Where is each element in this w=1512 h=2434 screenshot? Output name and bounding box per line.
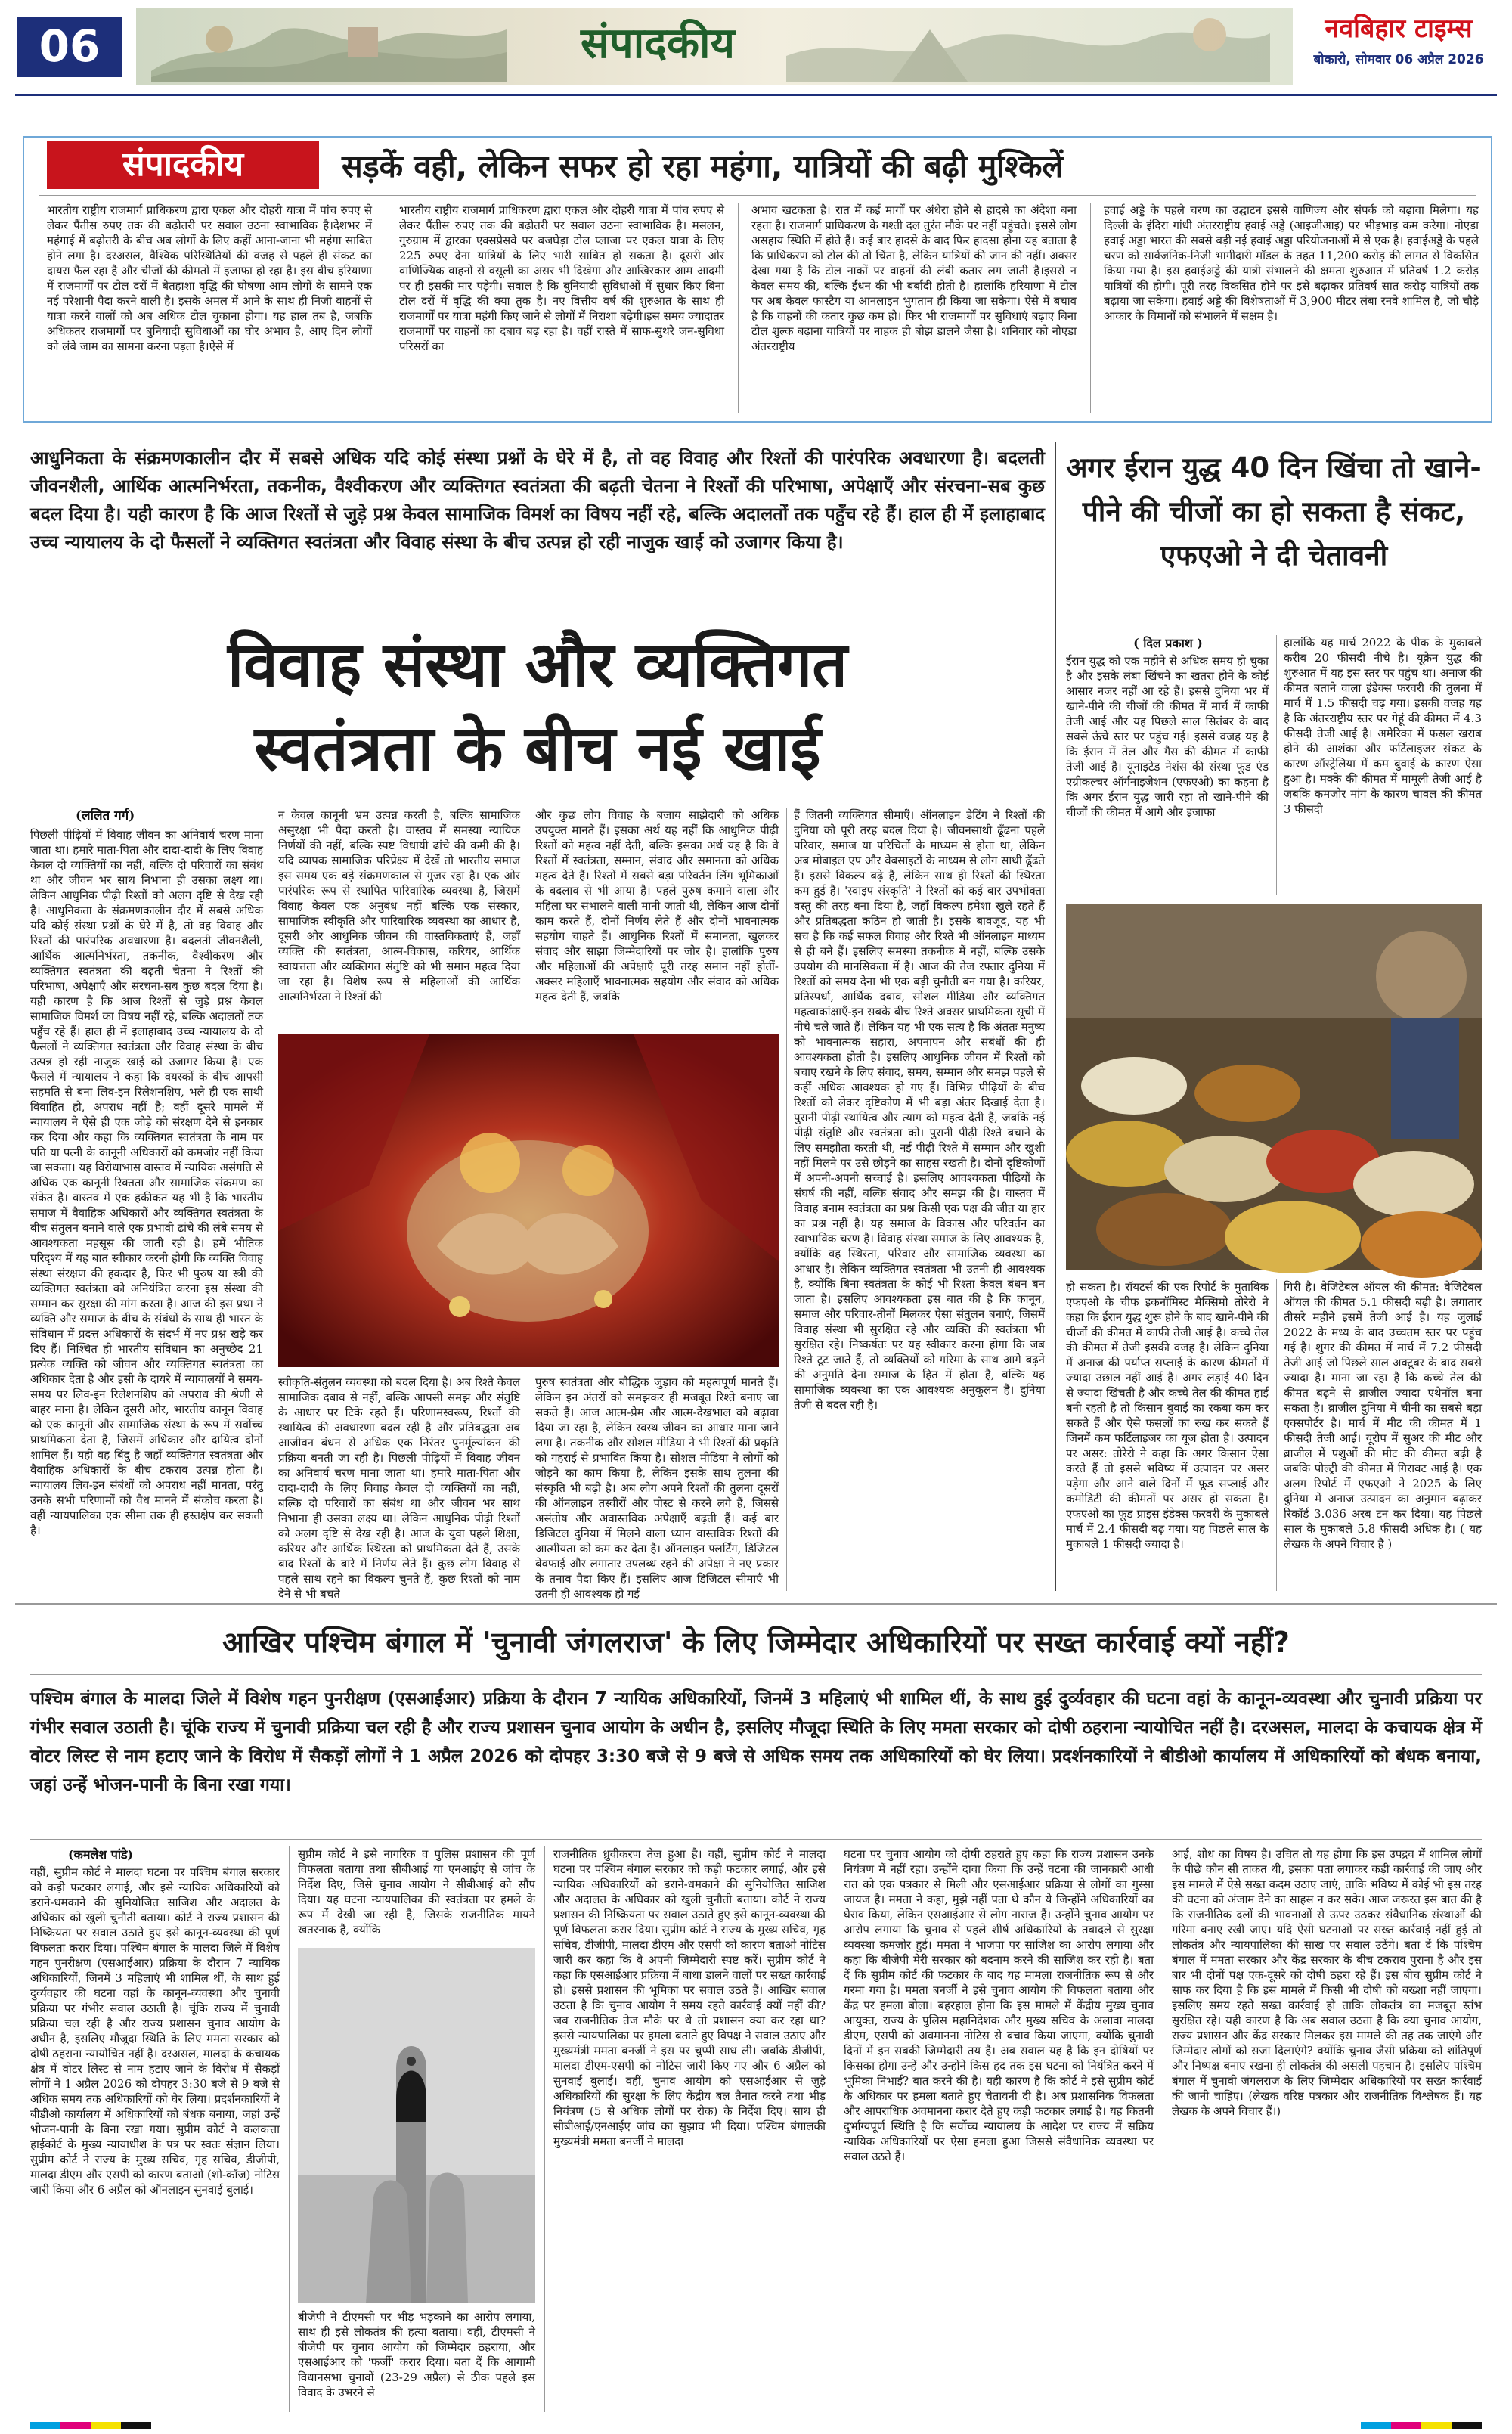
iran-col-rule xyxy=(1276,635,1277,895)
bengal-col-rule xyxy=(289,1846,290,2412)
bengal-col-rule xyxy=(544,1846,545,2412)
bengal-col-2-bottom: बीजेपी ने टीएमसी पर भीड़ भड़काने का आरोप लगाया, साथ ही इसे लोकतंत्र की हत्या बताया। वहीं, टीएमसी ने बीजेपी पर चुनाव आयोग को जिम्मेदार ठहराया, और एसआईआर को 'फर्जी' करार दिया। बता दें कि आगामी विधानसभा चुनावों (23-29 अप्रैल) से ठीक पहले इस विवाद के उभरने से xyxy=(298,2310,535,2399)
iran-byline: ( दिल प्रकाश ) xyxy=(1133,636,1203,650)
bengal-headline-rule xyxy=(30,1674,1482,1675)
editorial-col-rule xyxy=(738,203,739,413)
lead-col-2-bottom: स्वीकृति-संतुलन व्यवस्था को बदल दिया है। अब रिश्ते केवल सामाजिक दबाव से नहीं, बल्कि आपसी समझ और संतुष्टि के आधार पर टिके रहते हैं। परिणामस्वरूप, रिश्तों की स्थायित्व की अवधारणा बदल रही है और प्रतिबद्धता अब आजीवन बंधन से अधिक एक निरंतर पुनर्मूल्यांकन की प्रक्रिया बनती जा रही है। पिछली पीढ़ियों में विवाह जीवन का अनिवार्य चरण माना जाता था। हमारे माता-पिता और दादा-दादी के लिए विवाह केवल दो व्यक्तियों का नहीं, बल्कि दो परिवारों का संबंध था और जीवन भर साथ निभाना ही उसका लक्ष्य था। लेकिन आधुनिक पीढ़ी रिश्तों को अलग दृष्टि से देख रही है। आज के युवा पहले शिक्षा, करियर और आर्थिक स्थिरता को प्राथमिकता देते हैं, उसके बाद रिश्तों के बारे में निर्णय लेते हैं। कुछ लोग विवाह से पहले साथ रहने का विकल्प चुनते हैं, कुछ रिश्तों को नाम देने से भी बचते xyxy=(278,1375,520,1601)
bengal-headline: आखिर पश्चिम बंगाल में 'चुनावी जंगलराज' के लिए जिम्मेदार अधिकारियों पर सख्त कार्रवाई क्यों नहीं? xyxy=(222,1626,1290,1659)
banner-art-right xyxy=(786,11,1270,82)
bengal-col-5: आई, शोध का विषय है। उचित तो यह होगा कि इस उपद्रव में शामिल लोगों के पीछे कौन सी ताकत थी, इसका पता लगाकर कड़ी कार्रवाई की जाए और इस मामले में ऐसे सख्त कदम उठाए जाएं, ताकि भविष्य में कोई भी इस तरह की घटना को अंजाम देने का साहस न कर सके। आज जरूरत इस बात की है कि राजनीतिक दलों की भावनाओं से ऊपर उठकर संवैधानिक संस्थाओं की गरिमा बनाए रखी जाए। यदि ऐसी घटनाओं पर सख्त कार्रवाई नहीं हुई तो लोकतंत्र और न्यायपालिका की साख पर सवाल उठेंगे। बता दें कि पश्चिम बंगाल में ममता सरकार और केंद्र सरकार के बीच टकराव पुराना है और इस बार भी दोनों पक्ष एक-दूसरे को दोषी ठहरा रहे हैं। इस बीच सुप्रीम कोर्ट ने साफ कर दिया है कि इस मामले में किसी भी दोषी को बख्शा नहीं जाएगा। इसलिए समय रहते सख्त कार्रवाई हो ताकि लोकतंत्र का मजबूत स्तंभ सुरक्षित रहे। यही कारण है कि अब सवाल उठता है कि क्या चुनाव आयोग, राज्य प्रशासन और केंद्र सरकार मिलकर इस मामले की तह तक जाएंगे और जिम्मेदार लोगों को सजा दिलाएंगे? क्योंकि चुनाव जैसी प्रक्रिया को शांतिपूर्ण और निष्पक्ष बनाए रखना ही लोकतंत्र की असली पहचान है। इसलिए पश्चिम बंगाल में चुनावी जंगलराज के लिए जिम्मेदार अधिकारियों पर सख्त कार्रवाई की जानी चाहिए। (लेखक वरिष्ठ पत्रकार और राजनीतिक विश्लेषक हैं। यह लेखक के अपने विचार हैं।) xyxy=(1172,1847,1482,2118)
bengal-byline: (कमलेश पांडे) xyxy=(68,1847,134,1862)
bengal-col-2-top: सुप्रीम कोर्ट ने इसे नागरिक व पुलिस प्रशासन की पूर्ण विफलता बताया तथा सीबीआई या एनआईए से जांच के निर्देश दिए, जिसे चुनाव आयोग ने सीबीआई को सौंप दिया। यह घटना न्यायपालिका की स्वतंत्रता पर हमले के रूप में देखी जा रही है, जिसके राजनीतिक मायने खतरनाक हैं, क्योंकि xyxy=(298,1847,535,1936)
lead-col-3-bottom: पुरुष स्वतंत्रता और बौद्धिक जुड़ाव को महत्वपूर्ण मानते हैं। लेकिन इन अंतरों को समझकर ही मजबूत रिश्ते बनाए जा सकते हैं। आज आत्म-प्रेम और आत्म-देखभाल को बढ़ावा दिया जा रहा है, लेकिन स्वस्थ जीवन का आधार माना जाने लगा है। तकनीक और सोशल मीडिया ने भी रिश्तों की प्रकृति को गहराई से प्रभावित किया है। सोशल मीडिया ने लोगों को जोड़ने का काम किया है, लेकिन इसके साथ तुलना की संस्कृति भी बढ़ी है। अब लोग अपने रिश्तों की तुलना दूसरों की ऑनलाइन तस्वीरों और पोस्ट से करने लगे हैं, जिससे असंतोष और अवास्तविक अपेक्षाएँ बढ़ती हैं। कई बार डिजिटल दुनिया में मिलने वाला ध्यान वास्तविक रिश्तों की आत्मीयता को कम कर देता है। ऑनलाइन फ्लर्टिंग, डिजिटल बेवफाई और लगातार उपलब्ध रहने की अपेक्षा ने नए प्रकार के तनाव पैदा किए हैं। इसलिए आज डिजिटल सीमाएँ भी उतनी ही आवश्यक हो गई xyxy=(535,1375,779,1601)
iran-col-1-bottom: हो सकता है। रॉयटर्स की एक रिपोर्ट के मुताबिक एफएओ के चीफ इकनॉमिस्ट मैक्सिमो तोरेरो ने कहा कि ईरान युद्ध शुरू होने के बाद खाने-पीने की चीजों की कीमत में काफी तेजी आई है। कच्चे तेल की कीमत में तेजी इसकी वजह है। लेकिन दुनिया में अनाज की पर्याप्त सप्लाई के कारण कीमतों में ज्यादा उछाल नहीं आई है। अगर लड़ाई 40 दिन से ज्यादा खिंचती है और कच्चे तेल की कीमत हाई बनी रहती है तो किसान बुवाई का रकबा कम कर सकते हैं और ऐसे फसलों का रुख कर सकते हैं जिनमें कम फर्टिलाइजर का यूज होता है। उत्पादन पर असर: तोरेरो ने कहा कि अगर किसान ऐसा करते हैं तो इससे भविष्य में उत्पादन पर असर पड़ेगा और आने वाले दिनों में फूड सप्लाई और कमोडिटी की कीमतों पर असर हो सकता है। एफएओ का फूड प्राइस इंडेक्स फरवरी के मुकाबले मार्च में 2.4 फीसदी बढ़ गया। यह पिछले साल के मुकाबले 1 फीसदी ज्यादा है। xyxy=(1066,1280,1269,1551)
masthead-divider xyxy=(15,94,1497,96)
bengal-col-4: घटना पर चुनाव आयोग को दोषी ठहराते हुए कहा कि राज्य प्रशासन उनके नियंत्रण में नहीं रहा। उन्होंने दावा किया कि उन्हें घटना की जानकारी आधी रात को एक पत्रकार से मिली और एसआईआर प्रक्रिया से लोगों का गुस्सा जायज है। ममता ने कहा, मुझे नहीं पता थे कौन ये जिन्होंने अधिकारियों का घेराव किया, लेकिन एसआईआर से लोग नाराज हैं। उन्होंने चुनाव आयोग पर आरोप लगाया कि चुनाव से पहले शीर्ष अधिकारियों के तबादले से सुरक्षा व्यवस्था कमजोर हुई। ममता ने भाजपा पर साजिश का आरोप लगाया और कहा कि बीजेपी मेरी सरकार को बदनाम करने की साजिश कर रही है। बता दें कि सुप्रीम कोर्ट की फटकार के बाद यह मामला राजनीतिक रूप से और गरमा गया है। ममता बनर्जी ने इसे चुनाव आयोग की विफलता बताया और केंद्र पर हमला बोला। बहरहाल होना कि इस मामले में केंद्रीय मुख्य चुनाव आयुक्त, राज्य के पुलिस महानिदेशक और मुख्य सचिव के अलावा मालदा डीएम, एसपी को अवमानना नोटिस से बचाव किया जाएगा, क्योंकि चुनावी दिनों में इन सबकी जिम्मेदारी तय है। अब सवाल यह है कि इन दोषियों पर किसका होगा उन्हें और उन्होंने किस हद तक इस घटना को नियंत्रित करने में भूमिका निभाई? बात करने की है। यही कारण है कि कोर्ट ने इसे सुप्रीम कोर्ट के अधिकार पर हमला बताते हुए चेतावनी दी है। अब प्रशासनिक विफलता और आपराधिक अवमानना करार देते हुए कड़ी फटकार लगाई है। यह कितनी दुर्भाग्यपूर्ण स्थिति है कि सर्वोच्च न्यायालय के आदेश पर राज्य में सक्रिय न्यायिक अधिकारियों पर ऐसा हमला हुआ जिससे संवैधानिक व्यवस्था पर सवाल उठते हैं। xyxy=(844,1847,1154,2163)
masthead xyxy=(0,0,1512,91)
editorial-col-3: अभाव खटकता है। रात में कई मार्गों पर अंधेरा होने से हादसे का अंदेशा बना रहता है। राजमार्ग प्राधिकरण के गश्ती दल तुरंत मौके पर नहीं पहुंचते। इससे लोग असहाय स्थिति में होते हैं। कई बार हादसे के बाद फिर हादसा होना यह बताता है कि प्राधिकरण को टोल की तो चिंता है, लेकिन यात्रियों की जान की नहीं। अक्सर देखा गया है कि टोल नाकों पर वाहनों की लंबी कतार लग जाती है।इससे न केवल समय की, बल्कि ईंधन की भी बर्बादी होती है। हालांकि हरियाणा में टोल पर अब केवल फास्टैग या आनलाइन भुगतान ही किया जा सकेगा। ऐसे में बचाव है कि वाहनों की कतार कुछ कम हो। फिर भी राजमार्गों पर सुविधाएं बढ़ाए बिना टोल शुल्क बढ़ाना यात्रियों पर नाहक ही बोझ डालने जैसा है। शनिवार को नोएडा अंतरराष्ट्रीय xyxy=(751,203,1077,353)
registration-strip xyxy=(0,2420,1512,2430)
lead-col-4: हैं जितनी व्यक्तिगत सीमाएँ। ऑनलाइन डेटिंग ने रिश्तों की दुनिया को पूरी तरह बदल दिया है। जीवनसाथी ढूँढना पहले परिवार, समाज या परिचितों के माध्यम से होता था, लेकिन अब मोबाइल एप और वेबसाइटों के माध्यम से लोग साथी ढूँढते हैं। इससे विकल्प बढ़े हैं, लेकिन साथ ही रिश्तों की स्थिरता कम हुई है। 'स्वाइप संस्कृति' ने रिश्तों को कई बार उपभोक्ता वस्तु की तरह बना दिया है, जहाँ विकल्प हमेशा खुले रहते हैं और प्रतिबद्धता कठिन हो जाती है। इसके बावजूद, यह भी सच है कि कई सफल विवाह और रिश्ते भी ऑनलाइन माध्यम से ही बने हैं। इसलिए समस्या तकनीक में नहीं, बल्कि उसके उपयोग की मानसिकता में है। आज की तेज रफ्तार दुनिया में रिश्तों को समय देना भी एक बड़ी चुनौती बन गया है। करियर, प्रतिस्पर्धा, आर्थिक दबाव, सोशल मीडिया और व्यक्तिगत महत्वाकांक्षाएँ-इन सबके बीच रिश्ते अक्सर प्राथमिकता सूची में नीचे चले जाते हैं। लेकिन यह भी एक सत्य है कि अंततः मनुष्य को भावनात्मक सहारा, अपनापन और संबंधों की ही आवश्यकता होती है। इसलिए आधुनिक जीवन में रिश्तों को बचाए रखने के लिए संवाद, समय, सम्मान और समझ पहले से कहीं अधिक आवश्यक हो गए हैं। विभिन्न पीढ़ियों के बीच रिश्तों को लेकर दृष्टिकोण में भी बड़ा अंतर दिखाई देता है। पुरानी पीढ़ी स्थायित्व और त्याग को महत्व देती है, जबकि नई पीढ़ी संतुष्टि और स्वतंत्रता को। पुरानी पीढ़ी रिश्ते बचाने के लिए समझौता करती थी, नई पीढ़ी रिश्ते में सम्मान और खुशी नहीं मिलने पर उसे छोड़ने का साहस रखती है। दोनों दृष्टिकोणों में अपनी-अपनी सच्चाई है। इसलिए आवश्यकता पीढ़ियों के संघर्ष की नहीं, बल्कि संवाद और समझ की है। वास्तव में विवाह बनाम स्वतंत्रता का प्रश्न किसी एक पक्ष की जीत या हार का प्रश्न नहीं है। यह समाज के विकास और परिवर्तन का स्वाभाविक चरण है। विवाह संस्था समाज के लिए आवश्यक है, क्योंकि वह स्थिरता, परिवार और सामाजिक व्यवस्था का आधार है। लेकिन व्यक्तिगत स्वतंत्रता भी उतनी ही आवश्यक है, क्योंकि बिना स्वतंत्रता के कोई भी रिश्ता केवल बंधन बन जाता है। इसलिए आवश्यकता इस बात की है कि कानून, समाज और परिवार-तीनों मिलकर ऐसा संतुलन बनाएं, जिसमें विवाह संस्था भी सुरक्षित रहे और व्यक्ति की स्वतंत्रता भी सुरक्षित रहे। निष्कर्षतः पर यह स्वीकार करना होगा कि जब रिश्ते टूट जाते हैं, तो व्यक्तियों को गरिमा के साथ आगे बढ़ने की अनुमति देना समाज के हित में होता है, बल्कि यह सामाजिक व्यवस्था का एक आवश्यक अनुकूलन है। दुनिया तेजी से बदल रही है। xyxy=(794,808,1045,1412)
iran-col-1-top: ईरान युद्ध को एक महीने से अधिक समय हो चुका है और इसके लंबा खिंचने का खतरा होने के कोई आसार नजर नहीं आ रहे हैं। इससे दुनिया भर में खाने-पीने की चीजों की कीमत में मार्च में काफी तेजी आई और यह पिछले साल सितंबर के बाद सबसे ऊंचे स्तर पर पहुंच गई। इससे वजह यह है कि ईरान में तेल और गैस की कीमत में काफी तेजी आई है। यूनाइटेड नेशंस की संस्था फूड एंड एग्रीकल्चर ऑर्गनाइजेशन (एफएओ) का कहना है कि अगर ईरान युद्ध जारी रहा तो खाने-पीने की चीजों की कीमत में आगे और इजाफा xyxy=(1066,654,1269,819)
iran-col-rule xyxy=(1276,1279,1277,1591)
editorial-label: संपादकीय xyxy=(47,141,319,189)
banner-art-left xyxy=(151,11,507,82)
section-title: संपादकीय xyxy=(581,19,735,68)
lead-col-3-top: और कुछ लोग विवाह के बजाय साझेदारी को अधिक उपयुक्त मानते हैं। इसका अर्थ यह नहीं कि आधुनिक पीढ़ी रिश्तों को महत्व नहीं देती, बल्कि इसका अर्थ यह है कि वे रिश्तों में स्वतंत्रता, सम्मान, संवाद और समानता को अधिक महत्व देते हैं। रिश्तों में सबसे बड़ा परिवर्तन लिंग भूमिकाओं के बदलाव से भी आया है। पहले पुरुष कमाने वाला और महिला घर संभालने वाली मानी जाती थी, लेकिन आज दोनों काम करते हैं, दोनों निर्णय लेते हैं और दोनों भावनात्मक सहयोग चाहते हैं। आधुनिक रिश्तों में समानता, खुलकर संवाद और साझा जिम्मेदारियों पर जोर है। हालांकि पुरुष और महिलाओं की अपेक्षाएँ पूरी तरह समान नहीं होतीं-अक्सर महिलाएँ भावनात्मक सहयोग और संवाद को अधिक महत्व देती हैं, जबकि xyxy=(535,808,779,1003)
lead-col-1: पिछली पीढ़ियों में विवाह जीवन का अनिवार्य चरण माना जाता था। हमारे माता-पिता और दादा-दादी के लिए विवाह केवल दो व्यक्तियों का नहीं, बल्कि दो परिवारों का संबंध था और जीवन भर साथ निभाना ही उसका लक्ष्य था। लेकिन आधुनिक पीढ़ी रिश्तों को अलग दृष्टि से देख रही है। आधुनिकता के संक्रमणकालीन दौर में सबसे अधिक यदि कोई संस्था प्रश्नों के घेरे में है, तो वह विवाह और रिश्तों की पारंपरिक अवधारणा है। बदलती जीवनशैली, आर्थिक आत्मनिर्भरता, तकनीक, वैश्वीकरण और व्यक्तिगत स्वतंत्रता की बढ़ती चेतना ने रिश्तों की परिभाषा, अपेक्षाएँ और संरचना-सब कुछ बदल दिया है। यही कारण है कि आज रिश्तों से जुड़े प्रश्न केवल सामाजिक विमर्श का विषय नहीं रहे, बल्कि अदालतों तक पहुँच रहे हैं। हाल ही में इलाहाबाद उच्च न्यायालय के दो फैसलों ने व्यक्तिगत स्वतंत्रता और विवाह संस्था के बीच उत्पन्न हो रही नाजुक खाई को उजागर किया है। एक फैसले में न्यायालय ने कहा कि वयस्कों के बीच आपसी सहमति से बना लिव-इन रिलेशनशिप, भले ही एक साथी विवाहित हो, अपराध नहीं है; वहीं दूसरे मामले में न्यायालय ने ऐसे ही एक जोड़े को संरक्षण देने से इनकार कर दिया और कहा कि व्यक्तिगत स्वतंत्रता के नाम पर पति या पत्नी के कानूनी अधिकारों को कमजोर नहीं किया जा सकता। यह विरोधाभास वास्तव में न्यायिक असंगति से अधिक एक कानूनी रिक्तता और सामाजिक संक्रमण का संकेत है। वास्तव में एक हकीकत यह भी है कि भारतीय समाज में वैवाहिक अधिकारों और व्यक्तिगत स्वतंत्रता के बीच संतुलन बनाने वाले एक प्रभावी ढांचे की लंबे समय से आवश्यकता महसूस की जाती रही है। हमें भौतिक परिदृश्य में यह बात स्वीकार करनी होगी कि व्यक्ति विवाह संस्था संरक्षण की हकदार है, फिर भी पुरुष या स्त्री की व्यक्तिगत स्वतंत्रता को अनियंत्रित करना इस संस्था की सम्मान कर सुरक्षा की मांग करता है। आज की इस प्रथा ने व्यक्ति और समाज के बीच के संबंधों के साथ ही भारत के संविधान में प्रदत्त अधिकारों के संदर्भ में नए प्रश्न खड़े कर दिए हैं। निश्चित ही भारतीय संविधान का अनुच्छेद 21 प्रत्येक व्यक्ति को जीवन और व्यक्तिगत स्वतंत्रता का अधिकार देता है और इसी के दायरे में न्यायालयों ने समय-समय पर लिव-इन रिलेशनशिप को अपराध की श्रेणी से बाहर माना है। लेकिन दूसरी ओर, भारतीय कानून विवाह को एक कानूनी और सामाजिक संस्था के रूप में सर्वोच्च प्राथमिकता देता है, जिसमें अधिकार और दायित्व दोनों शामिल हैं। यही वह बिंदु है जहाँ व्यक्तिगत स्वतंत्रता और वैवाहिक अधिकारों के बीच टकराव उत्पन्न होता है। न्यायालय लिव-इन संबंधों को अपराध नहीं मानता, परंतु उनके सभी परिणामों को वैध मानने में संकोच करता है। वहीं न्यायपालिका एक सीमा तक ही हस्तक्षेप कर सकती है। xyxy=(30,828,263,1537)
bengal-intro-rule xyxy=(30,1839,1482,1840)
iran-headline: अगर ईरान युद्ध 40 दिन खिंचा तो खाने-पीने की चीजों का हो सकता है संकट, एफएओ ने दी चेतावनी xyxy=(1066,451,1482,572)
lead-byline: (ललित गर्ग) xyxy=(76,808,135,823)
lead-col-rule xyxy=(786,808,787,1591)
lead-col-2-top: न केवल कानूनी भ्रम उत्पन्न करती है, बल्कि सामाजिक असुरक्षा भी पैदा करती है। वास्तव में समस्या न्यायिक निर्णयों की नहीं, बल्कि स्पष्ट विधायी ढांचे की कमी की है। यदि व्यापक सामाजिक परिप्रेक्ष्य में देखें तो भारतीय समाज इस समय एक बड़े संक्रमणकाल से गुजर रहा है। एक ओर पारंपरिक रूप से स्थापित पारिवारिक व्यवस्था है, जिसमें विवाह केवल एक अनुबंध नहीं बल्कि एक संस्कार, सामाजिक स्वीकृति और पारिवारिक व्यवस्था का आधार है, दूसरी ओर आधुनिक जीवन की वास्तविकताएं हैं, जहाँ व्यक्ति की स्वतंत्रता, आत्म-विकास, करियर, आर्थिक स्वायत्तता और व्यक्तिगत संतुष्टि को भी समान महत्व दिया जा रहा है। विशेष रूप से महिलाओं की आर्थिक आत्मनिर्भरता ने रिश्तों की xyxy=(278,808,520,1003)
editorial-col-2: भारतीय राष्ट्रीय राजमार्ग प्राधिकरण द्वारा एकल और दोहरी यात्रा में पांच रुपए से लेकर पैंतीस रुपए तक की बढ़ोतरी पर सवाल उठना स्वाभाविक है। मसलन, गुरुग्राम में द्वारका एक्सप्रेसवे पर बजघेड़ा टोल प्लाजा पर एकल यात्रा के लिए 225 रुपए देना यात्रियों के लिए भारी साबित हो सकता है। दूसरी ओर वाणिज्यिक वाहनों से वसूली का असर भी दिखेगा और आखिरकार आम आदमी पर ही इसकी मार पड़ेगी। सवाल है कि बुनियादी सुविधाओं में सुधार किए बिना टोल दरों में वृद्धि की क्या तुक है। नए वित्तीय वर्ष की शुरुआत के साथ ही राजमार्गों पर यात्रा महंगी किए जाने से लोगों में निराशा बढ़ेगी।इस समय ज्यादातर राजमार्गों पर वाहनों का दबाव बढ़ रहा है। वहीं रास्ते में साफ-सुथरे जन-सुविधा परिसरों का xyxy=(399,203,724,353)
bengal-top-rule xyxy=(15,1603,1497,1605)
iran-col-2-bottom: गिरी है। वेजिटेबल ऑयल की कीमत: वेजिटेबल ऑयल की कीमत 5.1 फीसदी बढ़ी है। लगातार तीसरे महीने इसमें तेजी आई है। यह जुलाई 2022 के मध्य के बाद उच्चतम स्तर पर पहुंच गई है। शुगर की कीमत में मार्च में 7.2 फीसदी तेजी आई जो पिछले साल अक्टूबर के बाद सबसे ज्यादा है। माना जा रहा है कि कच्चे तेल की कीमत बढ़ने से ब्राजील ज्यादा एथेनॉल बना सकता है। ब्राजील दुनिया में चीनी का सबसे बड़ा एक्सपोर्टर है। मार्च में मीट की कीमत में 1 फीसदी तेजी आई। यूरोप में सुअर की मीट और ब्राजील में पशुओं की मीट की कीमत बढ़ी है जबकि पोल्ट्री की कीमत में गिरावट आई है। एक अलग रिपोर्ट में एफएओ ने 2025 के लिए दुनिया में अनाज उत्पादन का अनुमान बढ़ाकर रिकॉर्ड 3.036 अरब टन कर दिया। यह पिछले साल के मुकाबले 5.8 फीसदी अधिक है। ( यह लेखक के अपने विचार है ) xyxy=(1284,1280,1482,1551)
spice-market-photo xyxy=(1066,904,1482,1270)
editorial-col-1: भारतीय राष्ट्रीय राजमार्ग प्राधिकरण द्वारा एकल और दोहरी यात्रा में पांच रुपए से लेकर पैंतीस रुपए तक की बढ़ोतरी पर सवाल उठना स्वाभाविक है।देशभर में महंगाई में बढ़ोतरी के बीच अब लोगों के लिए कहीं आना-जाना भी महंगा साबित होने लगा है। दरअसल, वैश्विक परिस्थितियों की वजह से पहले ही संकट का दायरा फैल रहा है और चीजों की कीमतों में इजाफा हो रहा है। इस बीच हरियाणा में राजमार्गों पर टोल दरों में बेतहाशा वृद्धि की घोषणा आम लोगों के सामने एक नई परेशानी पैदा करने वाली है। इसके अमल में आने के साथ ही निजी वाहनों से यात्रा करने वालों को अब अधिक टोल चुकाना होगा। यह हाल तब है, जबकि अधिकतर राजमार्गों पर बुनियादी सुविधाओं का घोर अभाव है, आए दिन लोगों को लंबे जाम का सामना करना पड़ता है।ऐसे में xyxy=(47,203,372,353)
editorial-headline-rule xyxy=(39,195,1476,196)
paper-name: नवबिहार टाइम्स xyxy=(1325,14,1473,44)
lead-headline-line-1: विवाह संस्था और व्यक्तिगत xyxy=(227,629,848,701)
wedding-photo xyxy=(278,1034,779,1367)
iran-col-2-top: हालांकि यह मार्च 2022 के पीक के मुकाबले करीब 20 फीसदी नीचे है। यूक्रेन युद्ध की शुरुआत में यह इस स्तर पर पहुंच था। अनाज की कीमत बताने वाला इंडेक्स फरवरी की तुलना में मार्च में 1.5 फीसदी चढ़ गया। इसकी वजह यह है कि अंतरराष्ट्रीय स्तर पर गेहूं की कीमत में 4.3 फीसदी तेजी आई है। अमेरिका में फसल खराब होने की आशंका और फर्टिलाइजर संकट के कारण ऑस्ट्रेलिया में कम बुवाई के कारण ऐसा हुआ है। मक्के की कीमत में मामूली तेजी आई है जबकि कमजोर मांग के कारण चावल की कीमत 3 फीसदी xyxy=(1284,636,1482,816)
lead-headline-line-2: स्वतंत्रता के बीच नई खाई xyxy=(254,713,821,785)
editorial-headline: सड़कें वही, लेकिन सफर हो रहा महंगा, यात्रियों की बढ़ी मुश्किलें xyxy=(342,148,1064,184)
dateline: बोकारो, सोमवार 06 अप्रैल 2026 xyxy=(1313,52,1484,67)
editorial-col-4: हवाई अड्डे के पहले चरण का उद्घाटन इससे वाणिज्य और संपर्क को बढ़ावा मिलेगा। यह दिल्ली के इंदिरा गांधी अंतरराष्ट्रीय हवाई अड्डे (आइजीआइ) पर भीड़भाड़ कम करेगा। नोएडा हवाई अड्डा भारत की सबसे बड़ी नई हवाई अड्डा परियोजनाओं में से एक है। हवाईअड्डे के पहले चरण को सार्वजनिक-निजी भागीदारी मॉडल के तहत 11,200 करोड़ की लागत से विकसित किया गया है। इस हवाईअड्डे की यात्री संभालने की क्षमता शुरुआत में प्रतिवर्ष 1.2 करोड़ यात्रियों की होगी। पूरी तरह विकसित होने पर इसे बढ़ाकर प्रतिवर्ष सात करोड़ यात्रियों तक बढ़ाया जा सकेगा। हवाई अड्डे की विशेषताओं में 3,900 मीटर लंबा रनवे शामिल है, जो चौड़े आकार के विमानों को संभालने में सक्षम है। xyxy=(1104,203,1479,323)
bengal-intro: पश्चिम बंगाल के मालदा जिले में विशेष गहन पुनरीक्षण (एसआईआर) प्रक्रिया के दौरान 7 न्यायिक अधिकारियों, जिनमें 3 महिलाएं भी शामिल थीं, के साथ हुई दुर्व्यवहार की घटना वहां के कानून-व्यवस्था और चुनावी प्रक्रिया पर गंभीर सवाल उठाती है। चूंकि राज्य में चुनावी प्रक्रिया चल रही है और राज्य प्रशासन चुनाव आयोग के अधीन है, इसलिए मौजूदा स्थिति के लिए ममता सरकार को दोषी ठहराना न्यायोचित नहीं है। दरअसल, मालदा के कचायक क्षेत्र में वोटर लिस्ट से नाम हटाए जाने के विरोध में सैकड़ों लोगों ने 1 अप्रैल 2026 को दोपहर 3:30 बजे से 9 बजे से अधिक समय तक अधिकारियों को घेर लिया। प्रदर्शनकारियों ने बीडीओ कार्यालय में अधिकारियों को बंधक बनाया, जहां उन्हें भोजन-पानी के बिना रखा गया। xyxy=(30,1689,1482,1795)
editorial-col-rule xyxy=(1090,203,1091,413)
bengal-col-1: वहीं, सुप्रीम कोर्ट ने मालदा घटना पर पश्चिम बंगाल सरकार को कड़ी फटकार लगाई, और इसे न्यायिक अधिकारियों को डराने-धमकाने की सुनियोजित साजिश और अदालत के अधिकार को खुली चुनौती बताया। कोर्ट ने राज्य प्रशासन की निष्क्रियता पर सवाल उठाते हुए इसे कानून-व्यवस्था की पूर्ण विफलता करार दिया। पश्चिम बंगाल के मालदा जिले में विशेष गहन पुनरीक्षण (एसआईआर) प्रक्रिया के दौरान 7 न्यायिक अधिकारियों, जिनमें 3 महिलाएं भी शामिल थीं, के साथ हुई दुर्व्यवहार की घटना वहां के कानून-व्यवस्था और चुनावी प्रक्रिया पर गंभीर सवाल उठाती है। चूंकि राज्य में चुनावी प्रक्रिया चल रही है और राज्य प्रशासन चुनाव आयोग के अधीन है, इसलिए मौजूदा स्थिति के लिए ममता सरकार को दोषी ठहराना न्यायोचित नहीं है। दरअसल, मालदा के कचायक क्षेत्र में वोटर लिस्ट से नाम हटाए जाने के विरोध में सैकड़ों लोगों ने 1 अप्रैल 2026 को दोपहर 3:30 बजे से 9 बजे से अधिक समय तक अधिकारियों को घेर लिया। प्रदर्शनकारियों ने बीडीओ कार्यालय में अधिकारियों को बंधक बनाया, जहां उन्हें भोजन-पानी के बिना रखा गया। सुप्रीम कोर्ट ने कलकत्ता हाईकोर्ट के मुख्य न्यायाधीश के पत्र पर स्वतः संज्ञान लिया। सुप्रीम कोर्ट ने राज्य के मुख्य सचिव, गृह सचिव, डीजीपी, मालदा डीएम और एसपी को कारण बताओ (शो-कॉज) नोटिस जारी किया और 6 अप्रैल को ऑनलाइन सुनवाई बुलाई। xyxy=(30,1865,280,2197)
bengal-col-3: राजनीतिक ध्रुवीकरण तेज हुआ है। वहीं, सुप्रीम कोर्ट ने मालदा घटना पर पश्चिम बंगाल सरकार को कड़ी फटकार लगाई, और इसे न्यायिक अधिकारियों को डराने-धमकाने की सुनियोजित साजिश और अदालत के अधिकार को खुली चुनौती बताया। कोर्ट ने राज्य प्रशासन की निष्क्रियता पर सवाल उठाते हुए इसे कानून-व्यवस्था की पूर्ण विफलता करार दिया। सुप्रीम कोर्ट ने राज्य के मुख्य सचिव, गृह सचिव, डीजीपी, मालदा डीएम और एसपी को कारण बताओ नोटिस जारी कर कहा कि वे अपनी जिम्मेदारी स्पष्ट करें। सुप्रीम कोर्ट ने कहा कि एसआईआर प्रक्रिया में बाधा डालने वालों पर सख्त कार्रवाई हो। इससे प्रशासन की भूमिका पर सवाल उठते हैं। आखिर सवाल उठता है कि चुनाव आयोग ने समय रहते कार्रवाई क्यों नहीं की? जब राजनीतिक तेज मौके पर थे तो प्रशासन क्या कर रहा था? इससे न्यायपालिका पर हमला बताते हुए विपक्ष ने सवाल उठाए और मुख्यमंत्री ममता बनर्जी ने इस पर चुप्पी साध ली। जबकि डीजीपी, मालदा डीएम-एसपी को नोटिस जारी किए गए और 6 अप्रैल को सुनवाई बुलाई। वहीं, चुनाव आयोग को एसआईआर से जुड़े अधिकारियों की सुरक्षा के लिए केंद्रीय बल तैनात करने तथा भीड़ नियंत्रण (5 से अधिक लोगों पर रोक) के निर्देश दिए। साथ ही सीबीआई/एनआईए जांच का सुझाव भी दिया। पश्चिम बंगालकी मुख्यमंत्री ममता बनर्जी ने मालदा xyxy=(553,1847,826,2148)
page-number: 06 xyxy=(39,20,101,72)
lead-intro: आधुनिकता के संक्रमणकालीन दौर में सबसे अधिक यदि कोई संस्था प्रश्नों के घेरे में है, तो वह विवाह और रिश्तों की पारंपरिक अवधारणा है। बदलती जीवनशैली, आर्थिक आत्मनिर्भरता, तकनीक, वैश्वीकरण और व्यक्तिगत स्वतंत्रता की बढ़ती चेतना ने रिश्तों की परिभाषा, अपेक्षाएँ और संरचना-सब कुछ बदल दिया है। यही कारण है कि आज रिश्तों से जुड़े प्रश्न केवल सामाजिक विमर्श का विषय नहीं रहे, बल्कि अदालतों तक पहुँच रहे हैं। हाल ही में इलाहाबाद उच्च न्यायालय के दो फैसलों ने व्यक्तिगत स्वतंत्रता और विवाह संस्था के बीच उत्पन्न हो रही नाजुक खाई को उजागर किया है। xyxy=(30,448,1045,553)
section-divider-vertical xyxy=(1055,442,1056,1591)
voter-ink-photo xyxy=(298,1948,535,2303)
